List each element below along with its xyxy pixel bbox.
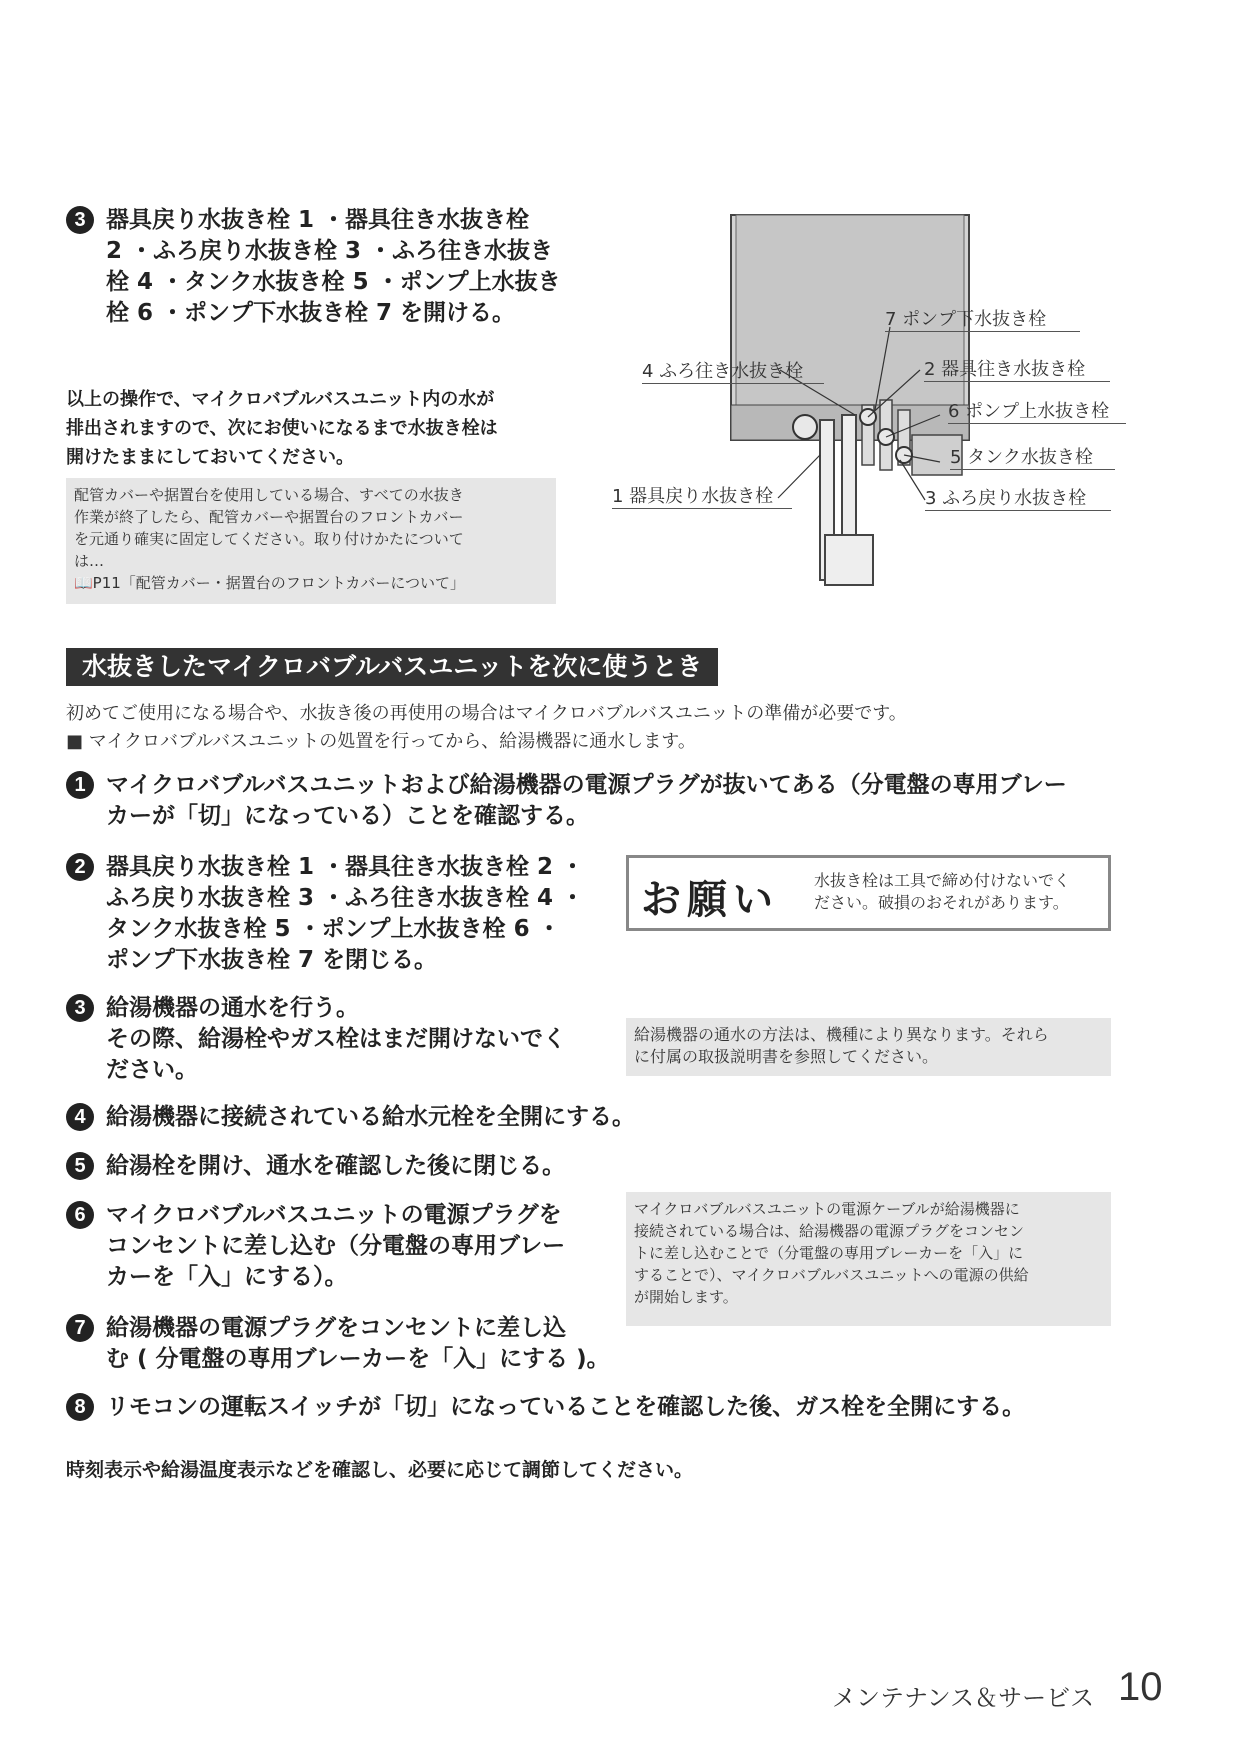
drain-notice xyxy=(66,385,586,472)
step-line: 給湯機器に接続されている給水元栓を全開にする。 xyxy=(106,1104,635,1130)
label-plug-7: 7 ポンプ下水抜き栓 xyxy=(885,305,1080,332)
step-number-badge: 5 xyxy=(66,1152,94,1180)
label-plug-3: 3 ふろ戻り水抜き栓 xyxy=(925,484,1111,511)
step-line: マイクロバブルバスユニットおよび給湯機器の電源プラグが抜いてある（分電盤の専用ブレー xyxy=(106,772,1067,798)
power-supply-note xyxy=(626,1192,1111,1326)
drain-notice-line: 排出されますので、次にお使いになるまで水抜き栓は xyxy=(66,418,498,439)
step-line: その際、給湯栓やガス栓はまだ開けないでく xyxy=(106,1026,566,1052)
caution-title: お願い xyxy=(641,877,779,923)
step-number-badge: 8 xyxy=(66,1393,94,1421)
caution-line: ださい。破損のおそれがあります。 xyxy=(814,893,1069,912)
note-line: することで）、マイクロバブルバスユニットへの電源の供給 xyxy=(634,1266,1029,1284)
step-number-badge: 3 xyxy=(66,206,94,234)
step-1 xyxy=(66,770,1126,832)
step-number-badge: 3 xyxy=(66,994,94,1022)
step-8 xyxy=(66,1392,1146,1423)
step-line: タンク水抜き栓 5 ・ポンプ上水抜き栓 6 ・ xyxy=(106,916,561,942)
water-supply-note xyxy=(626,1018,1111,1076)
footer-section-label: メンテナンス＆サービス xyxy=(832,1684,1095,1712)
step-line: コンセントに差し込む（分電盤の専用ブレー xyxy=(106,1233,566,1259)
step-number-badge: 7 xyxy=(66,1314,94,1342)
step-3 xyxy=(66,993,606,1086)
step-line: 栓 6 ・ポンプ下水抜き栓 7 を開ける。 xyxy=(106,300,516,326)
step-number-badge: 1 xyxy=(66,771,94,799)
step-line: 器具戻り水抜き栓 1 ・器具往き水抜き栓 xyxy=(106,207,530,233)
top-step-3 xyxy=(66,205,586,329)
caution-text xyxy=(814,870,1104,914)
plug-knob xyxy=(793,415,817,439)
step-number-badge: 2 xyxy=(66,853,94,881)
step-line: 2 ・ふろ戻り水抜き栓 3 ・ふろ往き水抜き xyxy=(106,238,554,264)
page-number: 10 xyxy=(1118,1665,1163,1709)
label-plug-1: 1 器具戻り水抜き栓 xyxy=(612,482,792,509)
caution-line: 水抜き栓は工具で締め付けないでく xyxy=(814,871,1071,890)
cover-note-reference-link[interactable]: 📖P11「配管カバー・据置台のフロントカバーについて」 xyxy=(74,574,466,592)
section-title: 水抜きしたマイクロバブルバスユニットを次に使うとき xyxy=(66,648,718,686)
step-line: 栓 4 ・タンク水抜き栓 5 ・ポンプ上水抜き xyxy=(106,269,561,295)
note-line: 接続されている場合は、給湯機器の電源プラグをコンセン xyxy=(634,1222,1025,1240)
step-line: 器具戻り水抜き栓 1 ・器具往き水抜き栓 2 ・ xyxy=(106,854,585,880)
step-line: ふろ戻り水抜き栓 3 ・ふろ往き水抜き栓 4 ・ xyxy=(106,885,585,911)
section-bullet: ■ マイクロバブルバスユニットの処置を行ってから、給湯機器に通水します。 xyxy=(66,731,696,752)
label-plug-2: 2 器具往き水抜き栓 xyxy=(924,355,1110,382)
cover-note-line: 作業が終了したら、配管カバーや据置台のフロントカバー xyxy=(74,508,464,526)
label-plug-6: 6 ポンプ上水抜き栓 xyxy=(948,397,1126,424)
section-intro: 初めてご使用になる場合や、水抜き後の再使用の場合はマイクロバブルバスユニットの準備が必要です。 xyxy=(66,703,907,724)
note-line: マイクロバブルバスユニットの電源ケーブルが給湯機器に xyxy=(634,1200,1020,1218)
step-line: 給湯機器の通水を行う。 xyxy=(106,995,359,1021)
label-plug-4: 4 ふろ往き水抜き栓 xyxy=(642,357,824,384)
step-line: ださい。 xyxy=(106,1057,198,1083)
step-line: 給湯機器の電源プラグをコンセントに差し込 xyxy=(106,1315,566,1341)
drain-notice-line: 開けたままにしておいてください。 xyxy=(66,447,354,468)
step-line: 給湯栓を開け、通水を確認した後に閉じる。 xyxy=(106,1153,566,1179)
caution-box xyxy=(626,855,1111,931)
note-line: に付属の取扱説明書を参照してください。 xyxy=(634,1047,939,1066)
step-line: カーを「入」にする）。 xyxy=(106,1264,348,1290)
cover-note xyxy=(66,478,556,604)
step-number-badge: 6 xyxy=(66,1201,94,1229)
cover-note-line: を元通り確実に固定してください。取り付けかたについて xyxy=(74,530,464,548)
cover-note-line: は… xyxy=(74,552,105,570)
step-5 xyxy=(66,1151,1126,1182)
step-7 xyxy=(66,1313,626,1375)
step-line: マイクロバブルバスユニットの電源プラグを xyxy=(106,1202,562,1228)
step-line: む ( 分電盤の専用ブレーカーを「入」にする )。 xyxy=(106,1346,610,1372)
cover-note-line: 配管カバーや据置台を使用している場合、すべての水抜き xyxy=(74,486,464,504)
step-line: リモコンの運転スイッチが「切」になっていることを確認した後、ガス栓を全開にする。 xyxy=(106,1394,1026,1420)
label-plug-5: 5 タンク水抜き栓 xyxy=(950,443,1115,470)
step-number-badge: 4 xyxy=(66,1103,94,1131)
note-line: 給湯機器の通水の方法は、機種により異なります。それら xyxy=(634,1025,1049,1044)
note-line: トに差し込むことで（分電盤の専用ブレーカーを「入」に xyxy=(634,1244,1024,1262)
drain-hose xyxy=(825,535,873,585)
drain-notice-line: 以上の操作で、マイクロバブルバスユニット内の水が xyxy=(66,389,495,410)
note-line: が開始します。 xyxy=(634,1288,738,1306)
step-4 xyxy=(66,1102,1126,1133)
step-line: カーが「切」になっている）ことを確認する。 xyxy=(106,803,589,829)
step-2 xyxy=(66,852,606,976)
step-line: ポンプ下水抜き栓 7 を閉じる。 xyxy=(106,947,438,973)
final-note: 時刻表示や給湯温度表示などを確認し、必要に応じて調節してください。 xyxy=(66,1459,694,1481)
step-6 xyxy=(66,1200,606,1293)
